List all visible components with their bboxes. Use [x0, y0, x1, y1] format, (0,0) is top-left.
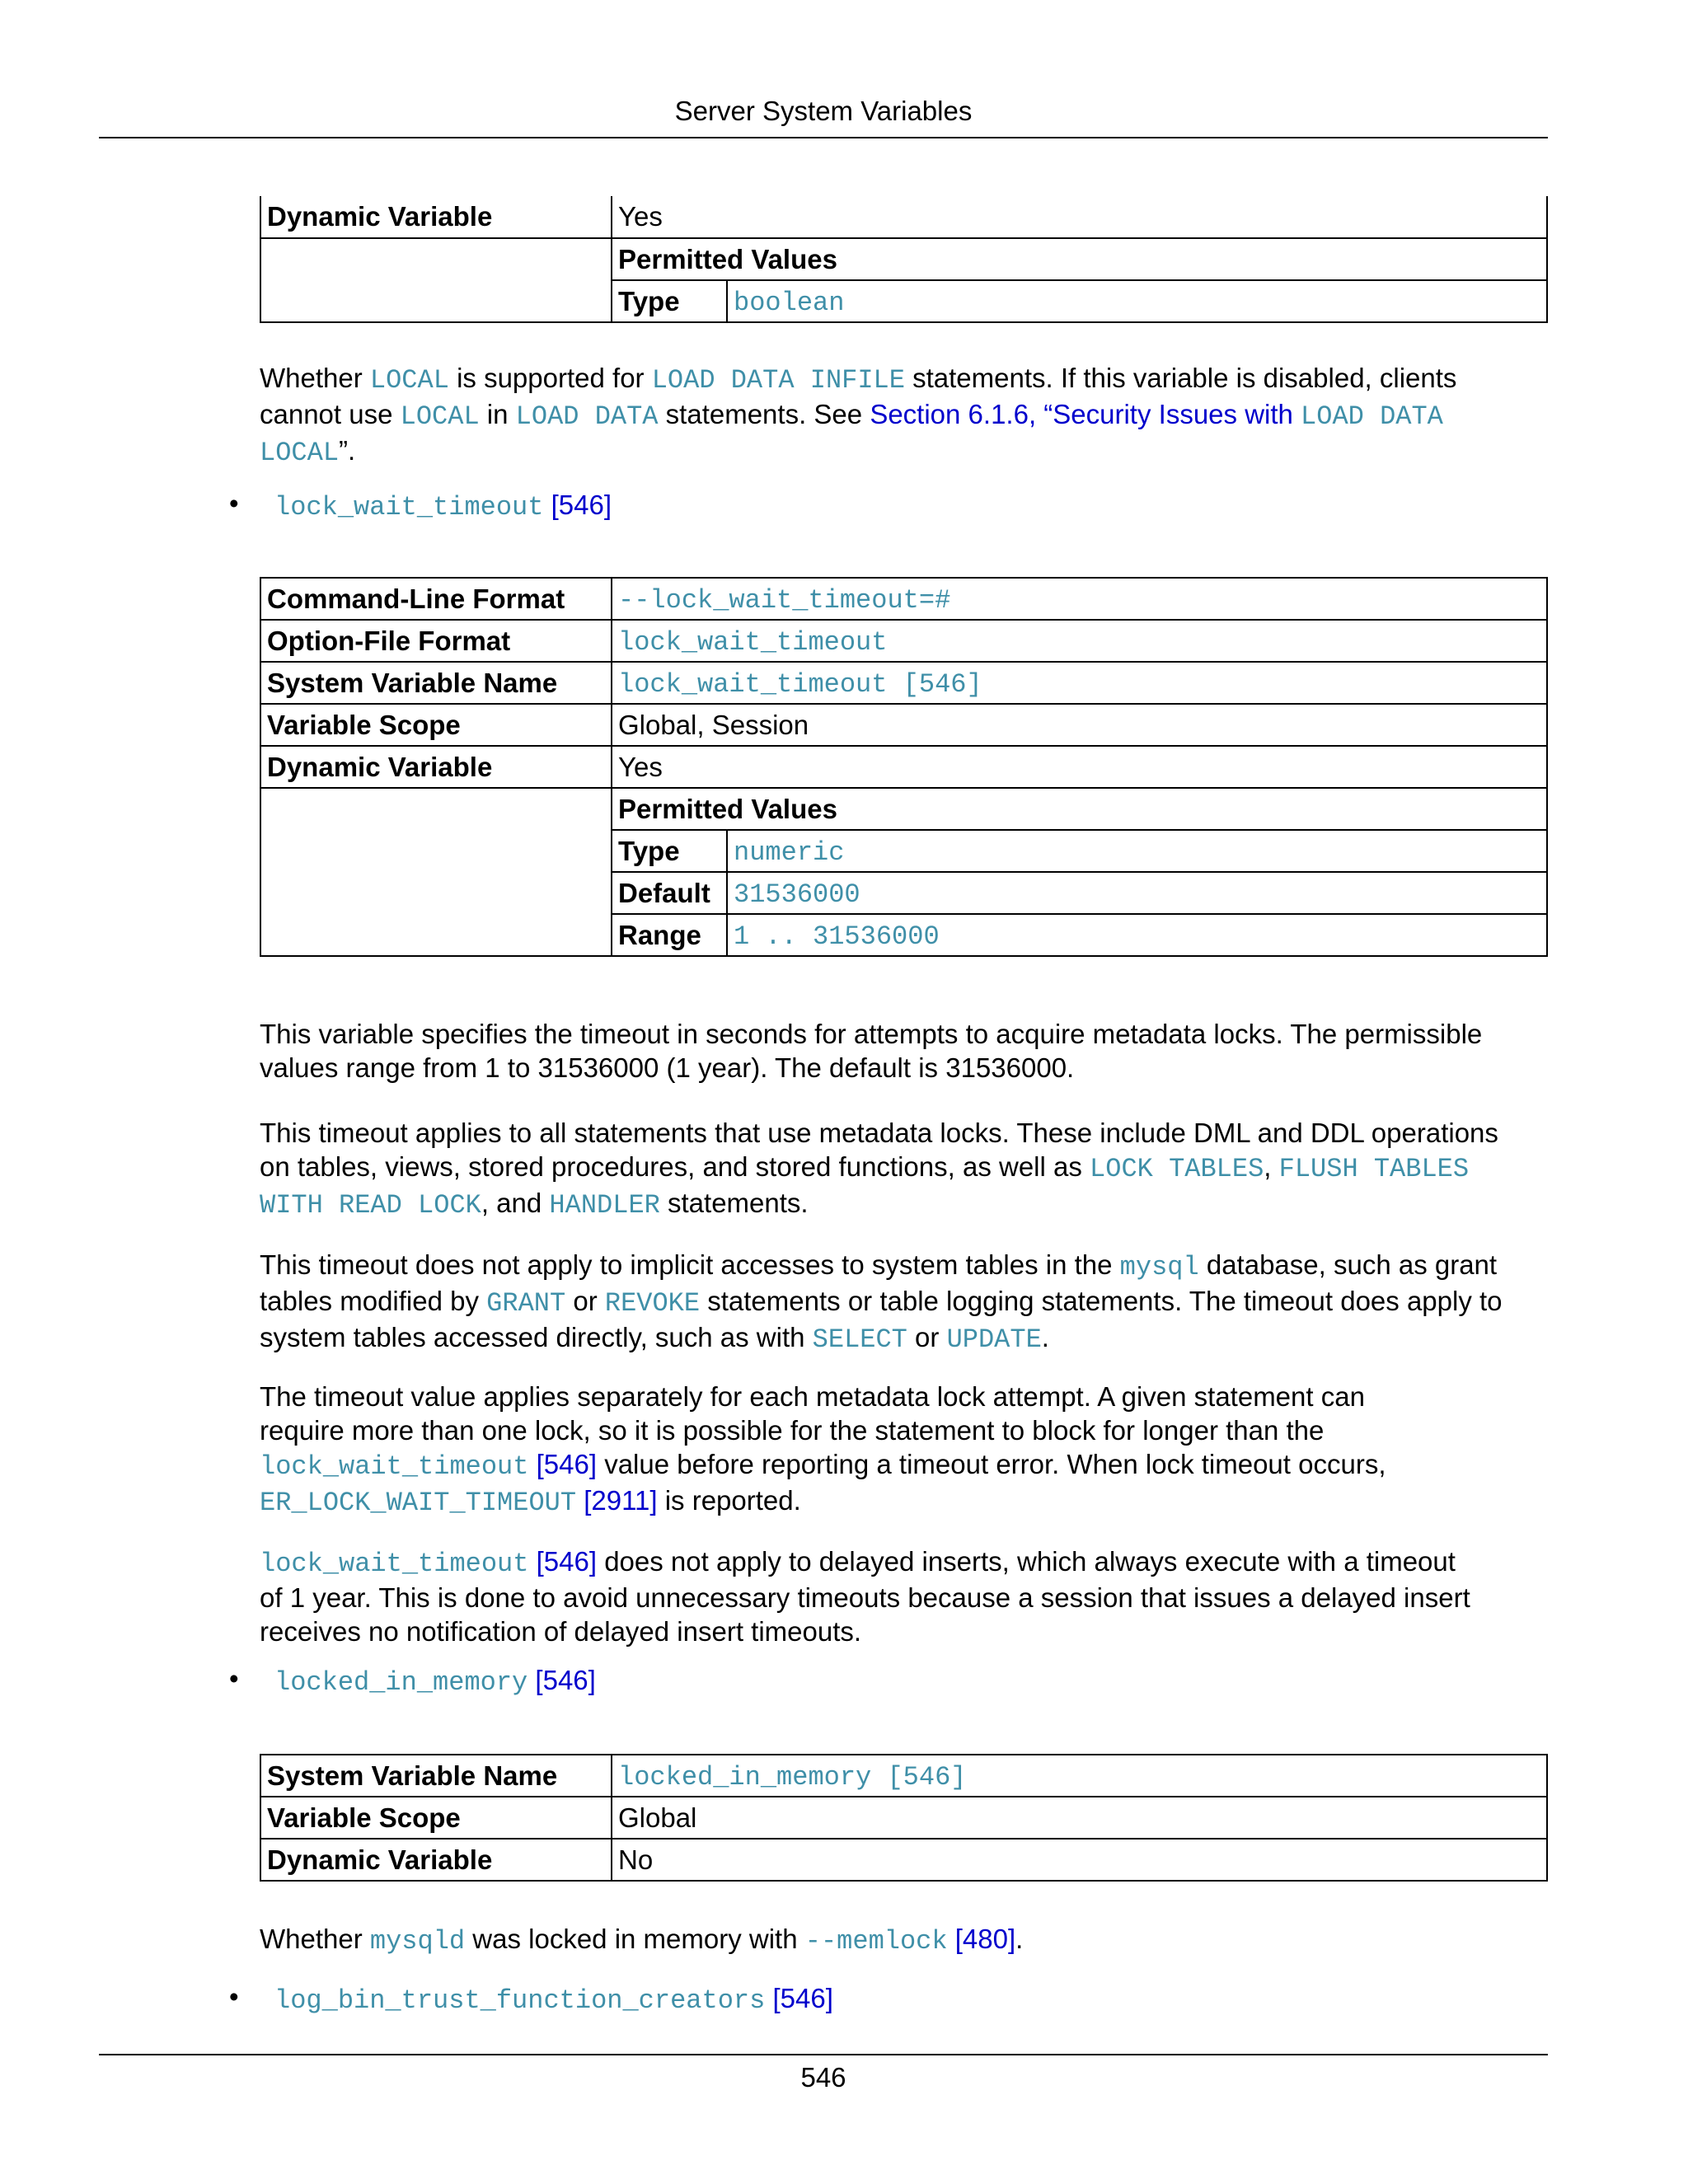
permitted-values-label: Permitted Values: [612, 788, 1547, 830]
footer-rule: [99, 2054, 1548, 2055]
table-row: [260, 620, 1547, 662]
locked-in-memory-ref-link[interactable]: [546]: [535, 1665, 596, 1695]
lwt-paragraph-3: This timeout does not apply to implicit accesses to system tables in the mysql database, such as grant tables modified by GRANT or REVOKE statements or table logging statements. The timeout does apply to system tables accessed directly, such as with SELECT or UPDATE.: [260, 1249, 1503, 1355]
security-issues-link-cont[interactable]: LOCAL: [260, 438, 340, 468]
empty-cell: [260, 238, 612, 322]
table-row: [260, 1797, 1547, 1839]
table-row: [260, 196, 1547, 238]
lwt-ref-link[interactable]: [546]: [536, 1546, 598, 1577]
dynamic-variable-label: Dynamic Variable: [260, 746, 612, 788]
log-bin-trust-ref-link[interactable]: [546]: [772, 1983, 833, 2013]
sysvar-name-label: System Variable Name: [260, 662, 612, 704]
dynamic-variable-value: Yes: [612, 746, 1547, 788]
lwt-paragraph-5: lock_wait_timeout [546] does not apply to delayed inserts, which always execute with a timeout of 1 year. This is done to avoid unnecessary timeouts because a session that issues a delayed insert receives no notification of delayed insert timeouts.: [260, 1546, 1470, 1647]
sysvar-name-value[interactable]: locked_in_memory [546]: [612, 1755, 1547, 1797]
dynamic-variable-label: Dynamic Variable: [260, 196, 612, 238]
variable-scope-value: Global: [612, 1797, 1547, 1839]
bullet-marker: •: [229, 1981, 239, 2012]
table-row: [260, 1755, 1547, 1797]
default-value: 31536000: [727, 872, 1547, 914]
locked-in-memory-table: [260, 1754, 1548, 1882]
cmd-format-label: Command-Line Format: [260, 578, 612, 620]
dynamic-variable-value: Yes: [612, 196, 1547, 238]
cmd-format-value: --lock_wait_timeout=#: [612, 578, 1547, 620]
er-lock-wait-timeout-ref-link[interactable]: [2911]: [584, 1485, 658, 1516]
dynamic-variable-label: Dynamic Variable: [260, 1839, 612, 1881]
variable-scope-label: Variable Scope: [260, 704, 612, 746]
lock-wait-timeout-table: [260, 577, 1548, 957]
range-label: Range: [612, 914, 727, 956]
lock-wait-timeout-ref-link[interactable]: [546]: [551, 490, 612, 520]
range-value: 1 .. 31536000: [727, 914, 1547, 956]
variable-scope-value: Global, Session: [612, 704, 1547, 746]
locked-in-memory-description: Whether mysqld was locked in memory with --memlock [480].: [260, 1924, 1024, 1957]
option-file-label: Option-File Format: [260, 620, 612, 662]
option-file-value: lock_wait_timeout: [612, 620, 1547, 662]
sysvar-name-label: System Variable Name: [260, 1755, 612, 1797]
permitted-values-label: Permitted Values: [612, 238, 1547, 280]
page-number: 546: [800, 2062, 846, 2093]
lwt-paragraph-4: The timeout value applies separately for each metadata lock attempt. A given statement can require more than one lock, so it is possible for the statement to block for longer than the lock_wait_timeout [546] value before reporting a timeout error. When lock timeout occurs, ER_LOCK_WAIT_TIMEOUT [2911] is reported.: [260, 1381, 1386, 1518]
table-row: [260, 788, 1547, 830]
table-row: [260, 238, 1547, 280]
lwt-paragraph-2: This timeout applies to all statements that use metadata locks. These include DML and DDL operations on tables, views, stored procedures, and stored functions, as well as LOCK TABLES, FLUSH TABLES WITH READ LOCK, and HANDLER statements.: [260, 1118, 1498, 1221]
lwt-paragraph-1: This variable specifies the timeout in seconds for attempts to acquire metadata locks. The permissible values range from 1 to 31536000 (1 year). The default is 31536000.: [260, 1019, 1483, 1083]
type-value: numeric: [727, 830, 1547, 872]
locked-in-memory-heading: locked_in_memory [546]: [274, 1665, 596, 1698]
memlock-ref-link[interactable]: [480]: [954, 1924, 1016, 1954]
dynamic-variable-value: No: [612, 1839, 1547, 1881]
table-row: [260, 1839, 1547, 1881]
local-infile-table: [260, 196, 1548, 323]
table-row: [260, 704, 1547, 746]
table-row: [260, 578, 1547, 620]
lock-wait-timeout-heading: lock_wait_timeout [546]: [274, 490, 612, 523]
table-row: [260, 662, 1547, 704]
security-issues-link[interactable]: Section 6.1.6, “Security Issues with LOAD DATA: [870, 399, 1443, 432]
header-rule: [99, 137, 1548, 138]
lwt-ref-link[interactable]: [546]: [536, 1449, 598, 1479]
bullet-marker: •: [229, 488, 239, 518]
local-infile-description: Whether LOCAL is supported for LOAD DATA INFILE statements. If this variable is disabled, clients cannot use LOCAL in LOAD DATA statements. See Section 6.1.6, “Security Issues with LOAD DATA LOCAL”.: [260, 363, 1457, 468]
default-label: Default: [612, 872, 727, 914]
empty-cell: [260, 788, 612, 956]
running-header: Server System Variables: [674, 96, 973, 126]
type-label: Type: [612, 830, 727, 872]
type-value: boolean: [727, 280, 1547, 322]
bullet-marker: •: [229, 1663, 239, 1694]
type-label: Type: [612, 280, 727, 322]
table-row: [260, 746, 1547, 788]
variable-scope-label: Variable Scope: [260, 1797, 612, 1839]
sysvar-name-value[interactable]: lock_wait_timeout [546]: [612, 662, 1547, 704]
log-bin-trust-heading: log_bin_trust_function_creators [546]: [274, 1983, 833, 2016]
